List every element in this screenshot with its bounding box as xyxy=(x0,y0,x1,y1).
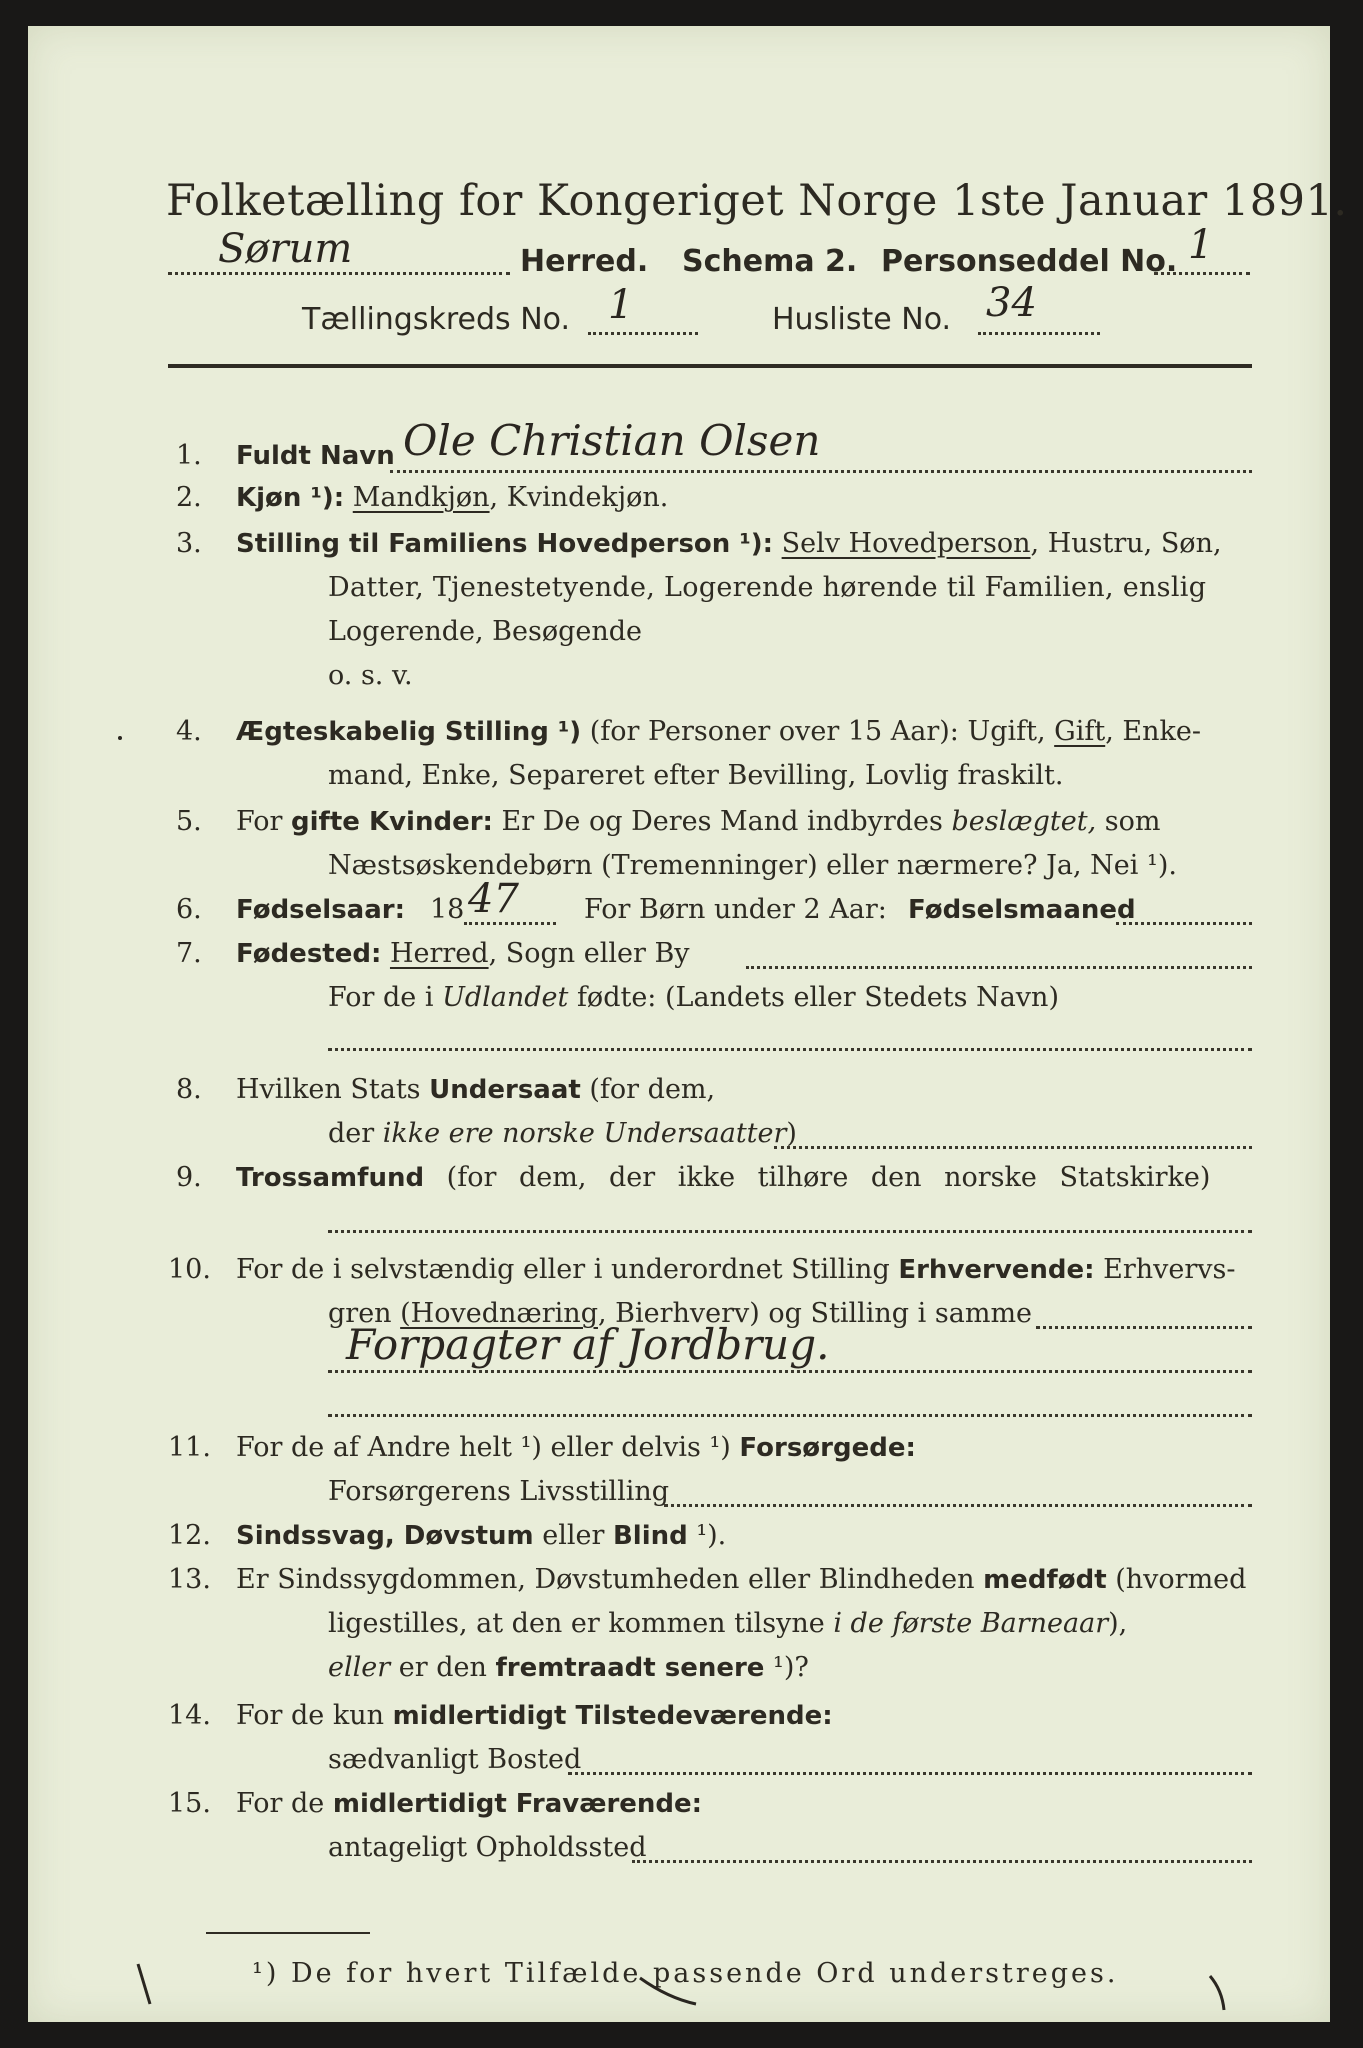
item-1-value: Ole Christian Olsen xyxy=(403,416,821,465)
item-6-label: Fødselsaar: xyxy=(236,895,405,925)
item-1-number: 1. xyxy=(176,440,202,471)
item-10-value: Forpagter af Jordbrug. xyxy=(346,1320,830,1369)
item-3-number: 3. xyxy=(176,528,202,559)
census-form-sheet xyxy=(28,26,1348,2022)
herred-label: Herred. xyxy=(520,244,649,279)
item-14-line-1: For de kun midlertidigt Tilstedeværende: xyxy=(236,1700,833,1731)
item-12-number: 12. xyxy=(168,1520,211,1551)
husliste-value: 34 xyxy=(986,280,1037,326)
item-13-line-3: eller er den fremtraadt senere ¹)? xyxy=(328,1652,809,1683)
item-4-number: 4. xyxy=(176,716,202,747)
item-13-number: 13. xyxy=(168,1564,211,1595)
item-7-line-2: For de i Udlandet fødte: (Landets eller Stedets Navn) xyxy=(328,982,1059,1013)
item-1-label: Fuldt Navn xyxy=(236,441,395,471)
item-3-line-3: Logerende, Besøgende xyxy=(328,616,642,647)
item-6-value: 47 xyxy=(468,876,519,922)
item-6-label-2: Fødselsmaaned xyxy=(908,895,1136,925)
husliste-label: Husliste No. xyxy=(772,302,952,337)
item-10-line-1: For de i selvstændig eller i underordnet Stilling Erhvervende: Erhvervs- xyxy=(236,1254,1236,1285)
schema-label: Schema 2. xyxy=(682,244,858,279)
item-9-number: 9. xyxy=(176,1162,202,1193)
item-3-line-4: o. s. v. xyxy=(328,660,413,691)
item-14-line-2: sædvanligt Bosted xyxy=(328,1744,582,1775)
item-13-line-2: ligestilles, at den er kommen tilsyne i de første Barneaar), xyxy=(328,1608,1128,1639)
item-10-number: 10. xyxy=(168,1254,211,1285)
taellingskreds-value: 1 xyxy=(608,282,634,328)
herred-value: Sørum xyxy=(218,226,353,272)
item-14-number: 14. xyxy=(168,1700,211,1731)
item-5-line-2: Næstsøskendebørn (Tremenninger) eller nærmere? Ja, Nei ¹). xyxy=(328,850,1177,881)
item-3-line-1: Stilling til Familiens Hovedperson ¹): Selv Hovedperson, Hustru, Søn, xyxy=(236,528,1222,559)
item-6-mid: For Børn under 2 Aar: xyxy=(584,894,887,925)
item-7-line-1: Fødested: Herred, Sogn eller By xyxy=(236,938,690,969)
item-15-line-1: For de midlertidigt Fraværende: xyxy=(236,1788,703,1819)
item-11-line-2: Forsørgerens Livsstilling xyxy=(328,1476,670,1507)
item-8-number: 8. xyxy=(176,1074,202,1105)
item-10-line-2: gren (Hovednæring, Bierhverv) og Stilling i samme xyxy=(328,1298,1033,1329)
personseddel-value: 1 xyxy=(1188,222,1214,268)
item-15-line-2: antageligt Opholdssted xyxy=(328,1832,647,1863)
form-title: Folketælling for Kongeriget Norge 1ste Januar 1891. xyxy=(166,176,1348,226)
stray-pen-marks xyxy=(28,26,1330,2022)
item-8-line-1: Hvilken Stats Undersaat (for dem, xyxy=(236,1074,716,1105)
item-4-line-1: Ægteskabelig Stilling ¹) (for Personer over 15 Aar): Ugift, Gift, Enke- xyxy=(236,716,1201,747)
item-5-line-1: For gifte Kvinder: Er De og Deres Mand indbyrdes beslægtet, som xyxy=(236,806,1161,837)
personseddel-label: Personseddel No. xyxy=(881,244,1178,279)
item-2-text: Kjøn ¹): Mandkjøn, Kvindekjøn. xyxy=(236,482,669,513)
footnote: ¹) De for hvert Tilfælde passende Ord understreges. xyxy=(252,1958,1119,1989)
item-7-number: 7. xyxy=(176,938,202,969)
item-6-number: 6. xyxy=(176,894,202,925)
item-8-line-2: der ikke ere norske Undersaatter) xyxy=(328,1118,797,1149)
item-5-number: 5. xyxy=(176,806,202,837)
item-13-line-1: Er Sindssygdommen, Døvstumheden eller Blindheden medfødt (hvormed xyxy=(236,1564,1247,1595)
item-11-number: 11. xyxy=(168,1432,211,1463)
taellingskreds-label: Tællingskreds No. xyxy=(302,302,570,337)
item-4-line-2: mand, Enke, Separeret efter Bevilling, Lovlig fraskilt. xyxy=(328,760,1064,791)
item-11-line-1: For de af Andre helt ¹) eller delvis ¹) Forsørgede: xyxy=(236,1432,916,1463)
item-12-line-1: Sindssvag, Døvstum eller Blind ¹). xyxy=(236,1520,727,1551)
item-2-number: 2. xyxy=(176,482,202,513)
item-9-line-1: Trossamfund (for dem, der ikke tilhøre den norske Statskirke) xyxy=(236,1162,1211,1193)
item-15-number: 15. xyxy=(168,1788,211,1819)
item-3-line-2: Datter, Tjenestetyende, Logerende hørende til Familien, enslig xyxy=(328,572,1207,603)
item-6-prefix: 18 xyxy=(430,894,465,925)
